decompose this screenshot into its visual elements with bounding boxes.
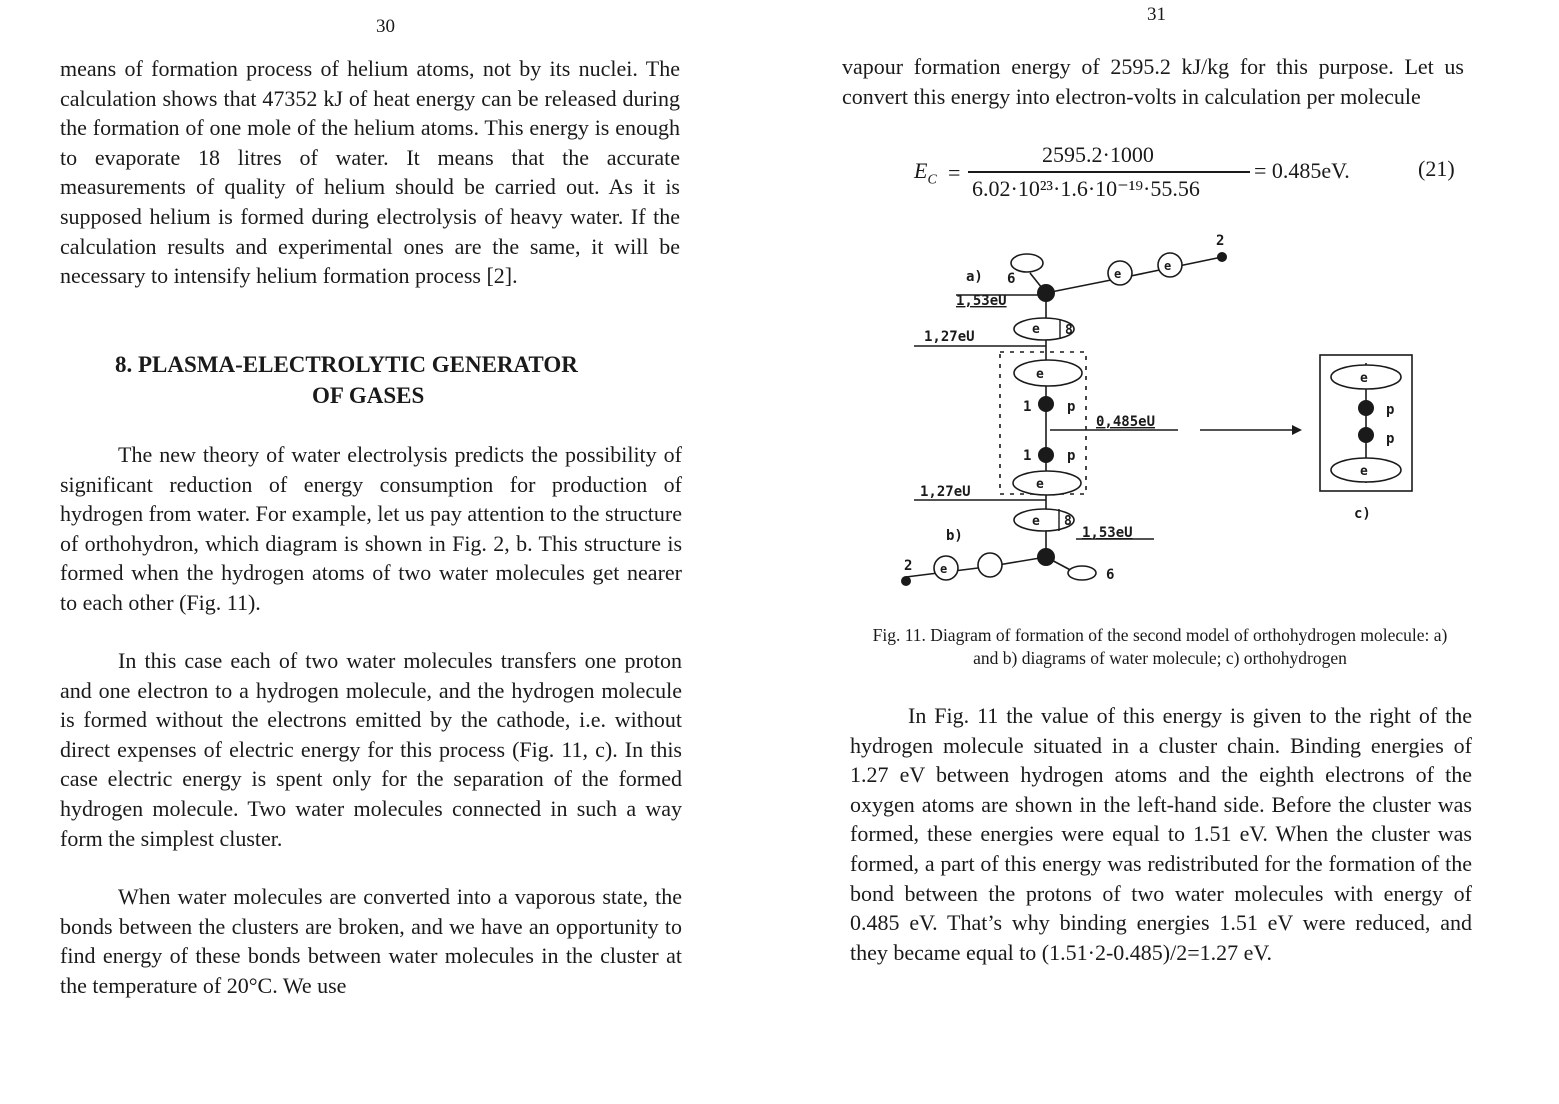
paragraph: vapour formation energy of 2595.2 kJ/kg for this purpose. Let us convert this energy into electron-volts in calculation per molecule — [842, 54, 1464, 109]
label-e: e — [1164, 259, 1172, 273]
section-heading-line-1: 8. PLASMA-ELECTROLYTIC GENERATOR — [115, 352, 578, 377]
paragraph: In Fig. 11 the value of this energy is given to the right of the hydrogen molecule situated in a cluster chain. Binding energies of 1.27 eV between hydrogen atoms and the eighth electrons of the oxygen atoms are shown in the left-hand side. Before the cluster was formed, these energies were equal to 1.51 eV. When the cluster was formed, a part of this energy was redistributed for the formation of the bond between the protons of two water molecules with energy of 0.485 eV. That’s why binding energies 1.51 eV were reduced, and they became equal to (1.51·2-0.485)/2=1.27 eV. — [850, 703, 1472, 965]
section-heading-line-2: OF GASES — [312, 383, 425, 408]
oxygen-nucleus — [1037, 284, 1055, 302]
label-e: e — [1360, 371, 1368, 386]
proton — [1358, 400, 1374, 416]
label-p: p — [1386, 431, 1395, 447]
label-6: 6 — [1007, 271, 1016, 287]
label-p: p — [1386, 402, 1395, 418]
label-e: e — [1036, 367, 1044, 382]
paragraph: When water molecules are converted into a vaporous state, the bonds between the clusters are broken, and we have an opportunity to find energy of these bonds between water molecules in the cluster at the temperature of 20°C. We use — [60, 884, 682, 998]
energy-label-153: 1,53eU — [956, 293, 1007, 309]
paragraph: means of formation process of helium atoms, not by its nuclei. The calculation shows that 47352 kJ of heat energy can be released during the formation of one mole of the helium atoms. This energy is enough to evaporate 18 litres of water. It means that the accurate measurements of quality of helium should be carried out. As it is supposed helium is formed during electrolysis of heavy water. If the calculation results and experimental ones are the same, it will be necessary to intensify helium formation process [2]. — [60, 56, 680, 289]
label-e: e — [1032, 322, 1040, 337]
proton — [1038, 396, 1054, 412]
label-e: e — [1032, 514, 1040, 529]
figure-11-diagram — [780, 225, 1559, 605]
energy-label-153: 1,53eU — [1082, 525, 1133, 541]
label-6: 6 — [1106, 567, 1115, 583]
formula-numerator: 2595.2·1000 — [1042, 142, 1154, 167]
label-a: a) — [966, 269, 983, 285]
label-p: p — [1067, 448, 1076, 464]
right-page — [780, 0, 1559, 1104]
energy-label-0485: 0,485eU — [1096, 414, 1156, 430]
paragraph: In this case each of two water molecules transfers one proton and one electron to a hydrogen molecule, and the hydrogen molecule is formed without the electrons emitted by the cathode, i.e. without direct expenses of electric energy for this process (Fig. 11, c). In this case electric energy is spent only for the separation of the formed hydrogen molecule. Two water molecules connected in such a way form the simplest cluster. — [60, 648, 682, 851]
formula-result: = 0.485eV. — [1254, 158, 1350, 183]
nucleus-2 — [1217, 252, 1227, 262]
electron-orbit — [1068, 566, 1096, 580]
label-c: c) — [1354, 506, 1371, 522]
formula-denominator: 6.02·10²³·1.6·10⁻¹⁹·55.56 — [972, 176, 1200, 201]
label-e: e — [1360, 464, 1368, 479]
electron-orbit — [1014, 360, 1082, 386]
energy-label-127: 1,27eU — [924, 329, 975, 345]
formula-equals: = — [948, 160, 961, 185]
electron-circle — [978, 553, 1002, 577]
label-1: 1 — [1023, 448, 1032, 464]
label-1: 1 — [1023, 399, 1032, 415]
page-number-left: 30 — [376, 16, 395, 37]
label-2: 2 — [1216, 233, 1225, 249]
electron-orbit — [1013, 471, 1081, 495]
label-p: p — [1067, 399, 1076, 415]
proton — [1038, 447, 1054, 463]
energy-label-127: 1,27eU — [920, 484, 971, 500]
paragraph: The new theory of water electrolysis predicts the possibility of significant reduction of energy consumption for production of hydrogen from water. For example, let us pay attention to the structure of orthohydron, which diagram is shown in Fig. 2, b. This structure is formed when the hydrogen atoms of two water molecules get nearer to each other (Fig. 11). — [60, 442, 682, 615]
label-b: b) — [946, 528, 963, 544]
proton — [1358, 427, 1374, 443]
oxygen-nucleus — [1037, 548, 1055, 566]
label-e: e — [940, 562, 948, 576]
label-e: e — [1114, 267, 1122, 281]
label-2: 2 — [904, 558, 913, 574]
electron-orbit — [1011, 254, 1043, 272]
nucleus-2 — [901, 576, 911, 586]
label-8: 8 — [1065, 323, 1073, 338]
label-8: 8 — [1064, 514, 1072, 529]
label-e: e — [1036, 477, 1044, 492]
formula-lhs: E — [914, 158, 928, 183]
arrow-head — [1292, 425, 1302, 435]
figure-caption: Fig. 11. Diagram of formation of the second model of orthohydrogen molecule: a) and b) diagrams of water molecule; c) orthohydrogen — [872, 625, 1448, 668]
equation-number: (21) — [1418, 156, 1455, 181]
fraction-bar — [968, 171, 1250, 173]
formula-lhs-subscript: C — [927, 172, 937, 188]
page-number-right: 31 — [1147, 4, 1166, 25]
